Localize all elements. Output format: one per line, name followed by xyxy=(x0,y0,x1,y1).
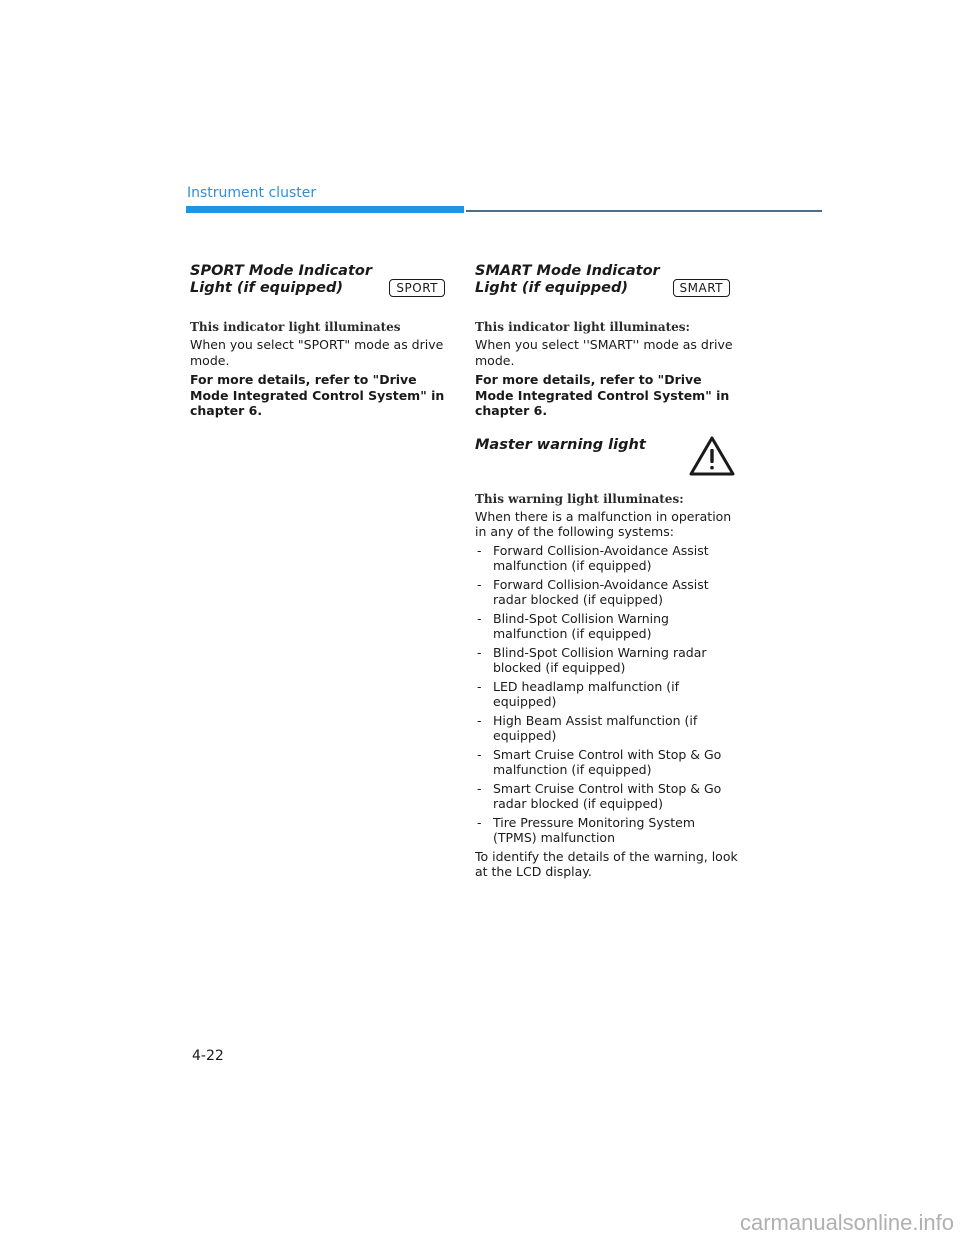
list-item: - Tire Pressure Monitoring System (TPMS) malfunction xyxy=(475,815,740,846)
smart-note: For more details, refer to "Drive Mode Integrated Control System" in chapter 6. xyxy=(475,372,730,418)
smart-indicator-icon: SMART xyxy=(673,279,730,297)
section-title: Instrument cluster xyxy=(187,185,317,201)
sport-body: When you select "SPORT" mode as drive mode. xyxy=(190,337,444,368)
watermark: carmanualsonline.info xyxy=(739,1210,954,1235)
sport-lead: This indicator light illuminates xyxy=(190,320,401,334)
list-item: - High Beam Assist malfunction (if equipped) xyxy=(475,713,740,744)
sport-heading xyxy=(190,263,455,303)
master-outro: To identify the details of the warning, look at the LCD display. xyxy=(475,848,738,879)
warning-triangle-icon xyxy=(688,435,736,477)
smart-body: When you select ''SMART'' mode as drive mode. xyxy=(475,337,733,368)
malfunction-list xyxy=(475,543,740,846)
master-warning-title: Master warning light xyxy=(475,436,646,453)
smart-lead: This indicator light illuminates: xyxy=(475,320,690,334)
right-column xyxy=(475,263,740,880)
header-accent-bar xyxy=(186,206,464,213)
left-column xyxy=(190,263,455,419)
master-intro: When there is a malfunction in operation in any of the following systems: xyxy=(475,508,732,539)
list-item: - LED headlamp malfunction (if equipped) xyxy=(475,679,740,710)
sport-note: For more details, refer to "Drive Mode Integrated Control System" in chapter 6. xyxy=(190,372,445,418)
list-item: - Blind-Spot Collision Warning radar blocked (if equipped) xyxy=(475,645,740,676)
list-item: - Forward Collision-Avoidance Assist malfunction (if equipped) xyxy=(475,543,740,574)
list-item: - Forward Collision-Avoidance Assist radar blocked (if equipped) xyxy=(475,577,740,608)
sport-title: SPORT Mode Indicator Light (if equipped) xyxy=(190,263,372,296)
master-warning-heading xyxy=(475,437,740,491)
list-item: - Smart Cruise Control with Stop & Go radar blocked (if equipped) xyxy=(475,781,740,812)
sport-indicator-icon: SPORT xyxy=(389,279,445,297)
header-rule xyxy=(466,210,822,212)
smart-heading xyxy=(475,263,740,303)
page-number: 4-22 xyxy=(192,1048,224,1064)
list-item: - Smart Cruise Control with Stop & Go malfunction (if equipped) xyxy=(475,747,740,778)
smart-title: SMART Mode Indicator Light (if equipped) xyxy=(475,263,660,296)
list-item: - Blind-Spot Collision Warning malfunction (if equipped) xyxy=(475,611,740,642)
master-lead: This warning light illuminates: xyxy=(475,491,684,506)
